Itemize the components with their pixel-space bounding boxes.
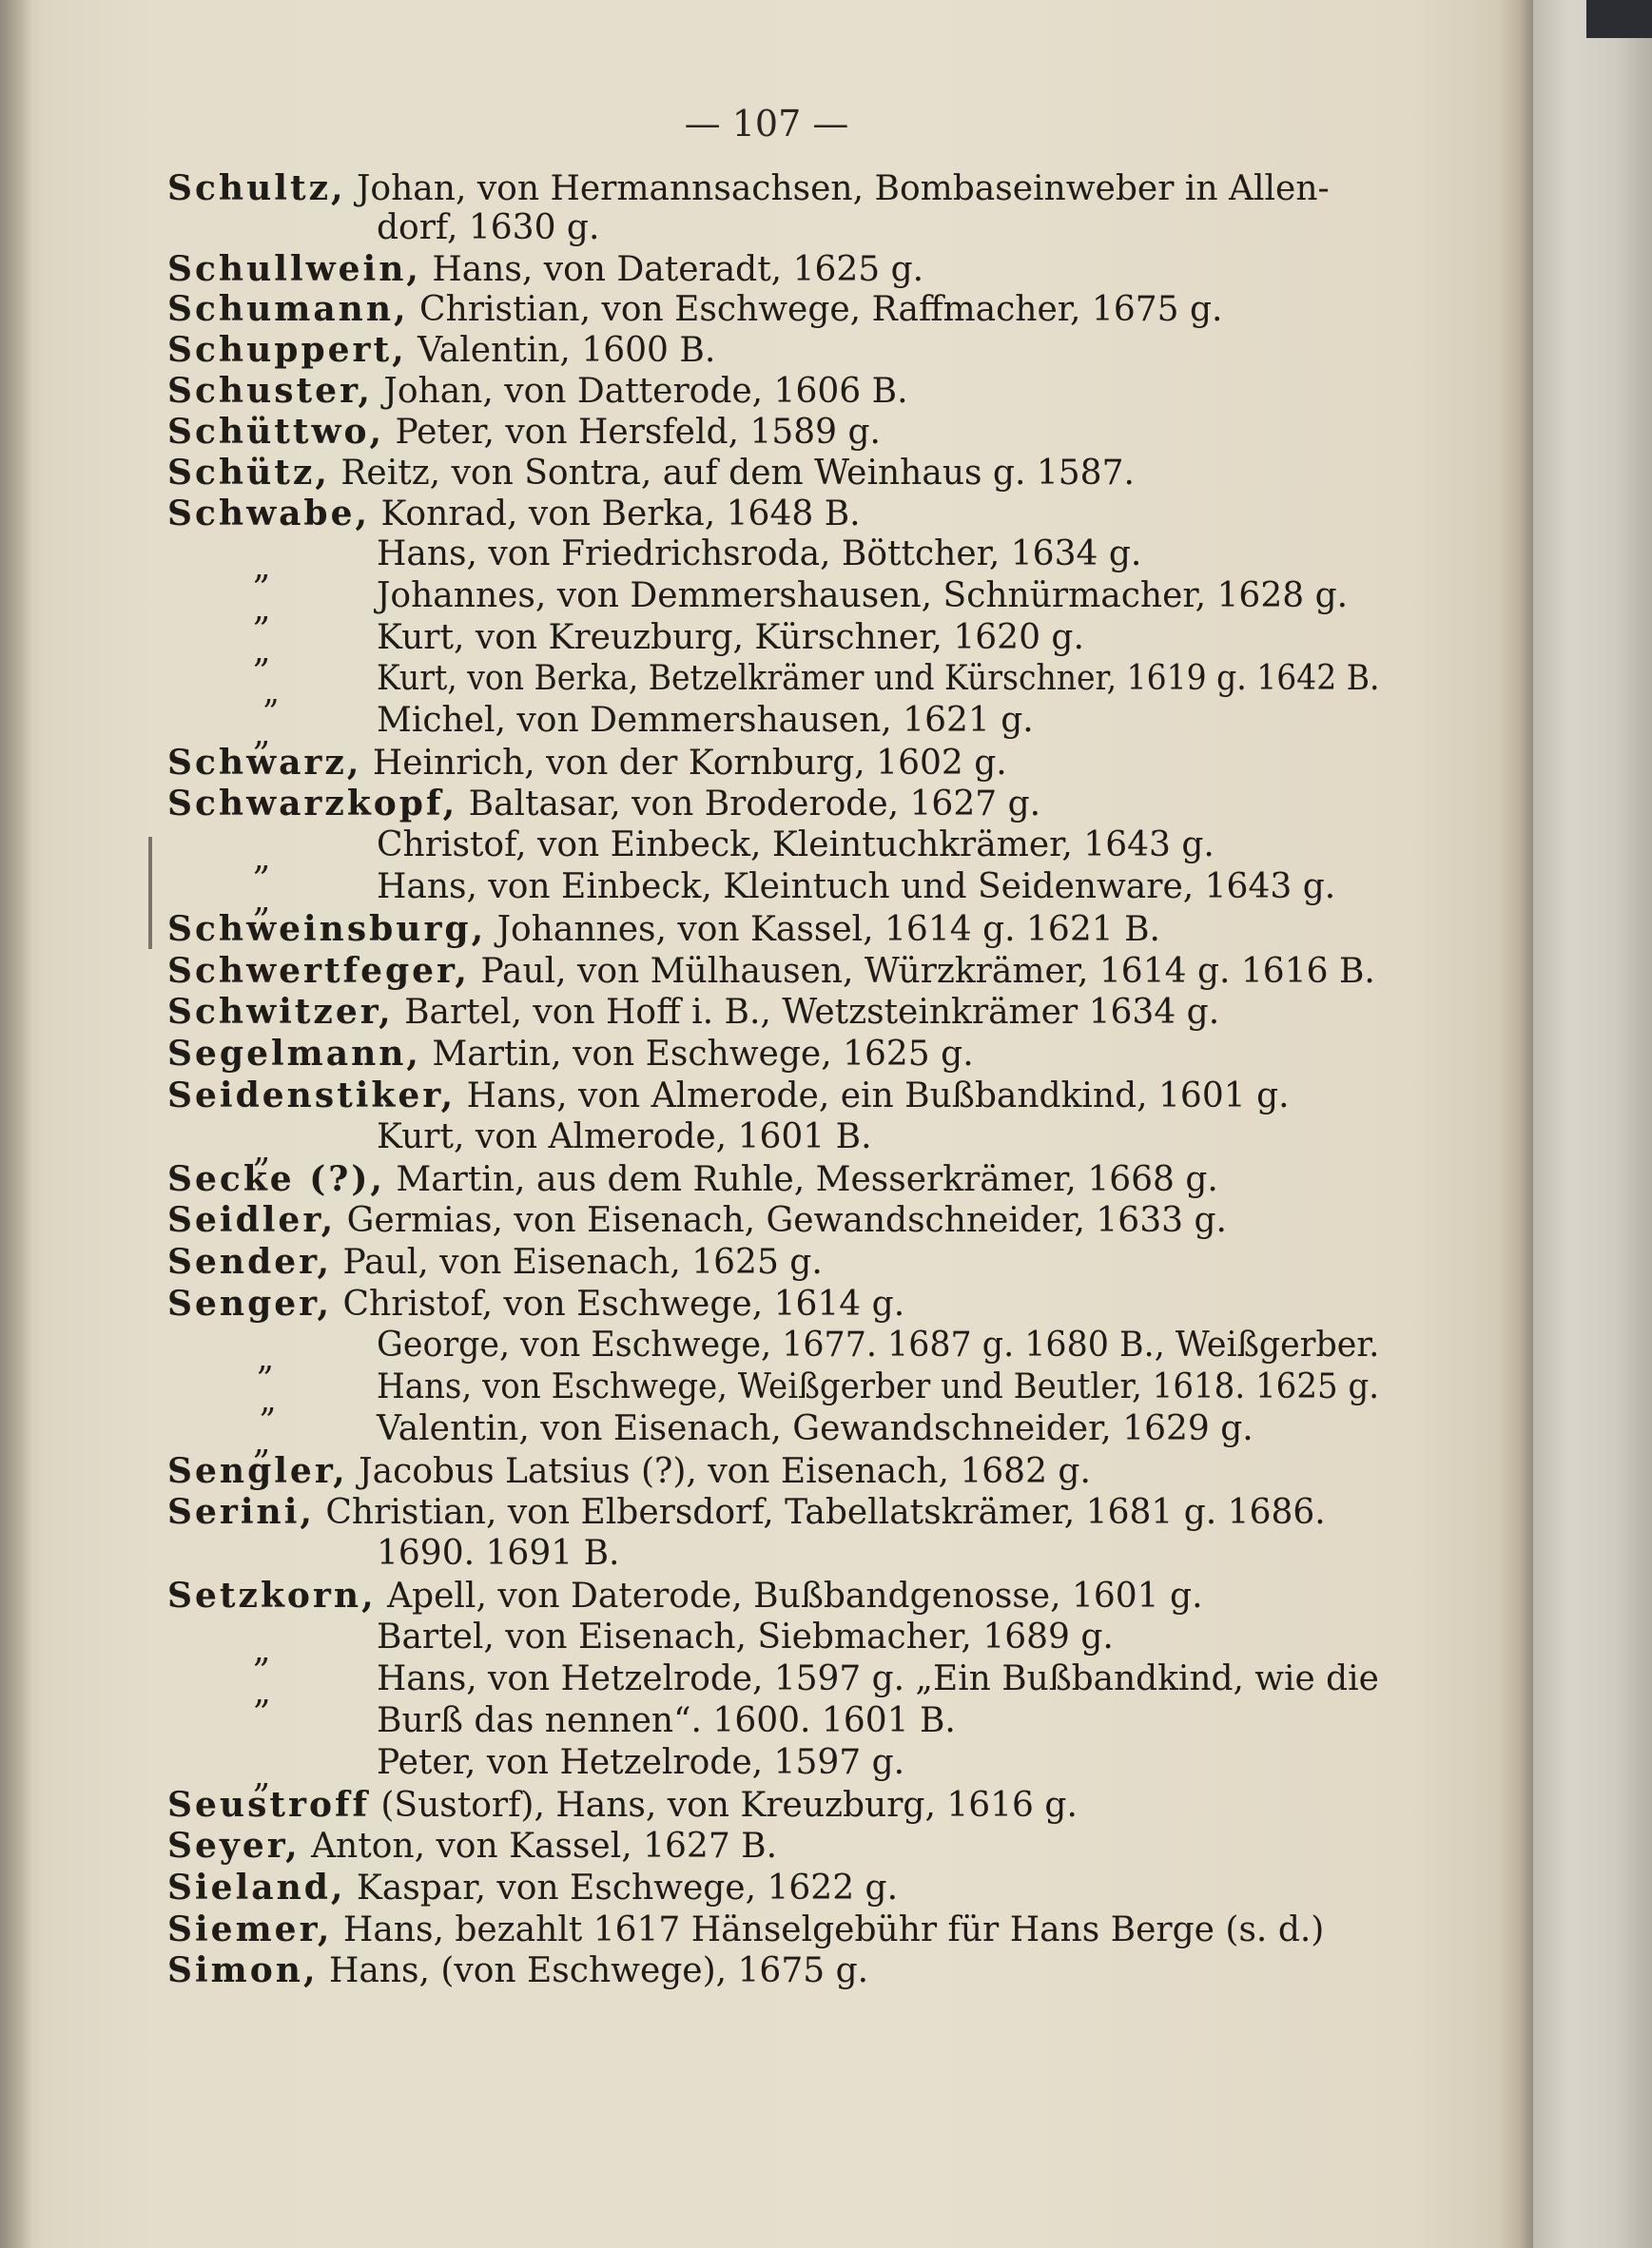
entry-surname: Schwarz, [167, 743, 362, 783]
entry-line [167, 1241, 823, 1284]
entry-line [167, 1199, 1227, 1242]
book-cover-edge [1533, 0, 1652, 2248]
entry-details: Johannes, von Kassel, 1614 g. 1621 B. [496, 910, 1160, 949]
entry-details: Hans, von Friedrichsroda, Böttcher, 1634 g. [377, 534, 1142, 573]
entry-details: Hans, bezahlt 1617 Hänselgebühr für Hans Berge (s. d.) [342, 1910, 1325, 1949]
entry-line [167, 950, 1375, 993]
entry-surname: Seustroff [167, 1785, 370, 1825]
entry-surname: Senger, [167, 1284, 333, 1324]
entry-details: Kurt, von Almerode, 1601 B. [377, 1117, 872, 1156]
entry-line [167, 1825, 777, 1868]
entry-details: 1690. 1691 B. [377, 1534, 620, 1573]
entry-line [167, 908, 1160, 951]
entry-line [167, 1949, 868, 1992]
entry-details: Kurt, von Berka, Betzelkrämer und Kürschner, 1619 g. 1642 B. [377, 659, 1380, 698]
entry-line [253, 1658, 1379, 1712]
ditto-mark: „ [253, 714, 271, 753]
entry-details: Valentin, 1600 B. [418, 331, 716, 370]
entry-details: Hans, von Eschwege, Weißgerber und Beutler, 1618. 1625 g. [377, 1367, 1380, 1406]
entry-details: Anton, von Kassel, 1627 B. [311, 1827, 778, 1866]
ditto-mark: „ [253, 1423, 271, 1462]
ditto-mark: „ [253, 1756, 271, 1795]
entry-details: Michel, von Demmershausen, 1621 g. [377, 701, 1034, 740]
entry-details: Martin, aus dem Ruhle, Messerkrämer, 1668 g. [396, 1160, 1218, 1199]
entry-details: Johan, von Hermannsachsen, Bombaseinweber in Allen- [357, 169, 1330, 208]
entry-details: Peter, von Hersfeld, 1589 g. [395, 413, 881, 452]
margin-pencil-mark [148, 837, 152, 949]
ditto-mark: „ [253, 1131, 271, 1170]
entry-surname: Sengler, [167, 1451, 348, 1491]
entry-line [167, 493, 861, 535]
ditto-mark: „ [257, 1339, 275, 1378]
entry-surname: Schütz, [167, 453, 330, 493]
entry-surname: Simon, [167, 1950, 319, 1990]
entry-line [253, 824, 1215, 878]
entry-line [167, 1450, 1091, 1493]
entry-surname: Schumann, [167, 289, 409, 329]
entry-details: Apell, von Daterode, Bußbandgenosse, 1601 g. [387, 1577, 1203, 1616]
entry-line [253, 575, 1349, 629]
entry-line [167, 1867, 898, 1909]
ditto-mark: „ [253, 631, 271, 670]
entry-details: Johannes, von Demmershausen, Schnürmacher, 1628 g. [377, 576, 1349, 615]
entry-line [167, 742, 1007, 785]
entry-line [377, 207, 599, 249]
entry-details: Martin, von Eschwege, 1625 g. [432, 1035, 974, 1074]
entry-details: dorf, 1630 g. [377, 208, 600, 247]
entry-line [167, 783, 1040, 825]
entry-surname: Seidler, [167, 1200, 337, 1240]
entry-line [253, 1742, 905, 1795]
entry-surname: Schultz, [167, 168, 346, 208]
entry-surname: Schwertfeger, [167, 951, 470, 991]
entry-details: Konrad, von Berka, 1648 B. [380, 494, 861, 533]
entry-line [253, 1408, 1254, 1462]
entry-line [377, 1533, 619, 1575]
page-number: — 107 — [684, 103, 849, 145]
ditto-mark: „ [260, 1381, 277, 1420]
entry-line [253, 866, 1336, 920]
entry-line [167, 1158, 1218, 1201]
entry-line [167, 1491, 1326, 1534]
entry-line [167, 248, 923, 291]
entry-details: Jacobus Latsius (?), von Eisenach, 1682 g. [359, 1452, 1091, 1491]
entry-details: Bartel, von Eisenach, Siebmacher, 1689 g. [377, 1618, 1114, 1657]
entry-line [167, 1909, 1324, 1951]
entry-line [167, 1283, 904, 1326]
entry-line [167, 370, 908, 413]
entry-line [262, 658, 1380, 711]
entry-details: Hans, von Einbeck, Kleintuch und Seidenware, 1643 g. [377, 867, 1336, 906]
gutter-shadow [0, 0, 32, 2248]
ditto-mark: „ [253, 548, 271, 587]
entry-surname: Schweinsburg, [167, 909, 487, 949]
entry-surname: Schüttwo, [167, 412, 385, 452]
entry-surname: Seidenstiker, [167, 1076, 457, 1115]
entry-details: Hans, von Dateradt, 1625 g. [432, 250, 924, 289]
entry-line [260, 1366, 1380, 1420]
entry-line [167, 1575, 1203, 1618]
entry-details: Christian, von Elbersdorf, Tabellatskrämer, 1681 g. 1686. [325, 1493, 1326, 1532]
entry-surname: Siemer, [167, 1909, 333, 1949]
entry-details: Johan, von Datterode, 1606 B. [383, 372, 908, 411]
ditto-mark: „ [253, 590, 271, 629]
ditto-mark: „ [253, 881, 271, 920]
entry-surname: Setzkorn, [167, 1576, 377, 1616]
entry-details: Peter, von Hetzelrode, 1597 g. [377, 1743, 905, 1782]
ditto-mark: „ [253, 839, 271, 878]
entry-details: Valentin, von Eisenach, Gewandschneider, 1629 g. [377, 1409, 1254, 1448]
entry-line [167, 991, 1219, 1034]
entry-surname: Schuster, [167, 371, 373, 411]
entry-line [253, 617, 1084, 670]
entry-line [167, 1033, 974, 1076]
entry-details: Burß das nennen“. 1600. 1601 B. [377, 1701, 956, 1740]
entry-details: Hans, (von Eschwege), 1675 g. [328, 1951, 869, 1990]
page-edge-shadow [1498, 0, 1533, 2248]
entry-line [253, 1116, 872, 1170]
entry-line [167, 329, 715, 372]
entry-surname: Schwabe, [167, 494, 371, 533]
entry-line [253, 1617, 1114, 1670]
entry-details: Baltasar, von Broderode, 1627 g. [468, 785, 1041, 824]
entry-surname: Schwitzer, [167, 992, 394, 1032]
entry-details: Christian, von Eschwege, Raffmacher, 1675 g. [419, 290, 1223, 329]
entry-surname: Schwarzkopf, [167, 784, 458, 824]
entry-details: Paul, von Mülhausen, Würzkrämer, 1614 g. 1616 B. [480, 952, 1375, 991]
entry-line [167, 452, 1135, 494]
entry-line [167, 1075, 1290, 1117]
entry-details: Reitz, von Sontra, auf dem Weinhaus g. 1587. [340, 454, 1135, 493]
entry-surname: Secke (?), [167, 1159, 385, 1199]
entry-line [167, 411, 881, 454]
entry-line [257, 1325, 1380, 1378]
ditto-mark: „ [253, 1631, 271, 1670]
cover-dark-strip [1586, 0, 1652, 38]
entry-details: Hans, von Hetzelrode, 1597 g. „Ein Bußbandkind, wie die [377, 1659, 1379, 1698]
entry-surname: Schullwein, [167, 249, 421, 289]
entry-line [253, 533, 1142, 587]
entry-surname: Sender, [167, 1242, 333, 1282]
entry-surname: Serini, [167, 1492, 315, 1532]
entry-details: (Sustorf), Hans, von Kreuzburg, 1616 g. [380, 1786, 1078, 1825]
entry-details: Bartel, von Hoff i. B., Wetzsteinkrämer 1634 g. [404, 993, 1220, 1032]
entry-line [167, 288, 1222, 331]
entry-line [167, 167, 1330, 210]
ditto-mark: „ [262, 672, 280, 711]
entry-line [167, 1784, 1078, 1827]
entry-surname: Segelmann, [167, 1034, 421, 1074]
entry-details: Paul, von Eisenach, 1625 g. [342, 1243, 823, 1282]
entry-details: Germias, von Eisenach, Gewandschneider, 1633 g. [346, 1201, 1227, 1240]
entry-details: George, von Eschwege, 1677. 1687 g. 1680 B., Weißgerber. [377, 1326, 1380, 1365]
entry-details: Heinrich, von der Kornburg, 1602 g. [372, 744, 1007, 783]
entry-line [377, 1700, 956, 1742]
entry-details: Kaspar, von Eschwege, 1622 g. [356, 1869, 899, 1908]
entry-surname: Schuppert, [167, 330, 407, 370]
entry-details: Christof, von Einbeck, Kleintuchkrämer, 1643 g. [377, 825, 1215, 864]
entry-details: Hans, von Almerode, ein Bußbandkind, 1601 g. [466, 1076, 1290, 1115]
entry-surname: Sieland, [167, 1868, 346, 1908]
entry-details: Kurt, von Kreuzburg, Kürschner, 1620 g. [377, 618, 1084, 657]
entry-surname: Seyer, [167, 1826, 301, 1866]
entry-details: Christof, von Eschwege, 1614 g. [342, 1285, 905, 1324]
ditto-mark: „ [253, 1673, 271, 1712]
entry-line [253, 700, 1034, 753]
